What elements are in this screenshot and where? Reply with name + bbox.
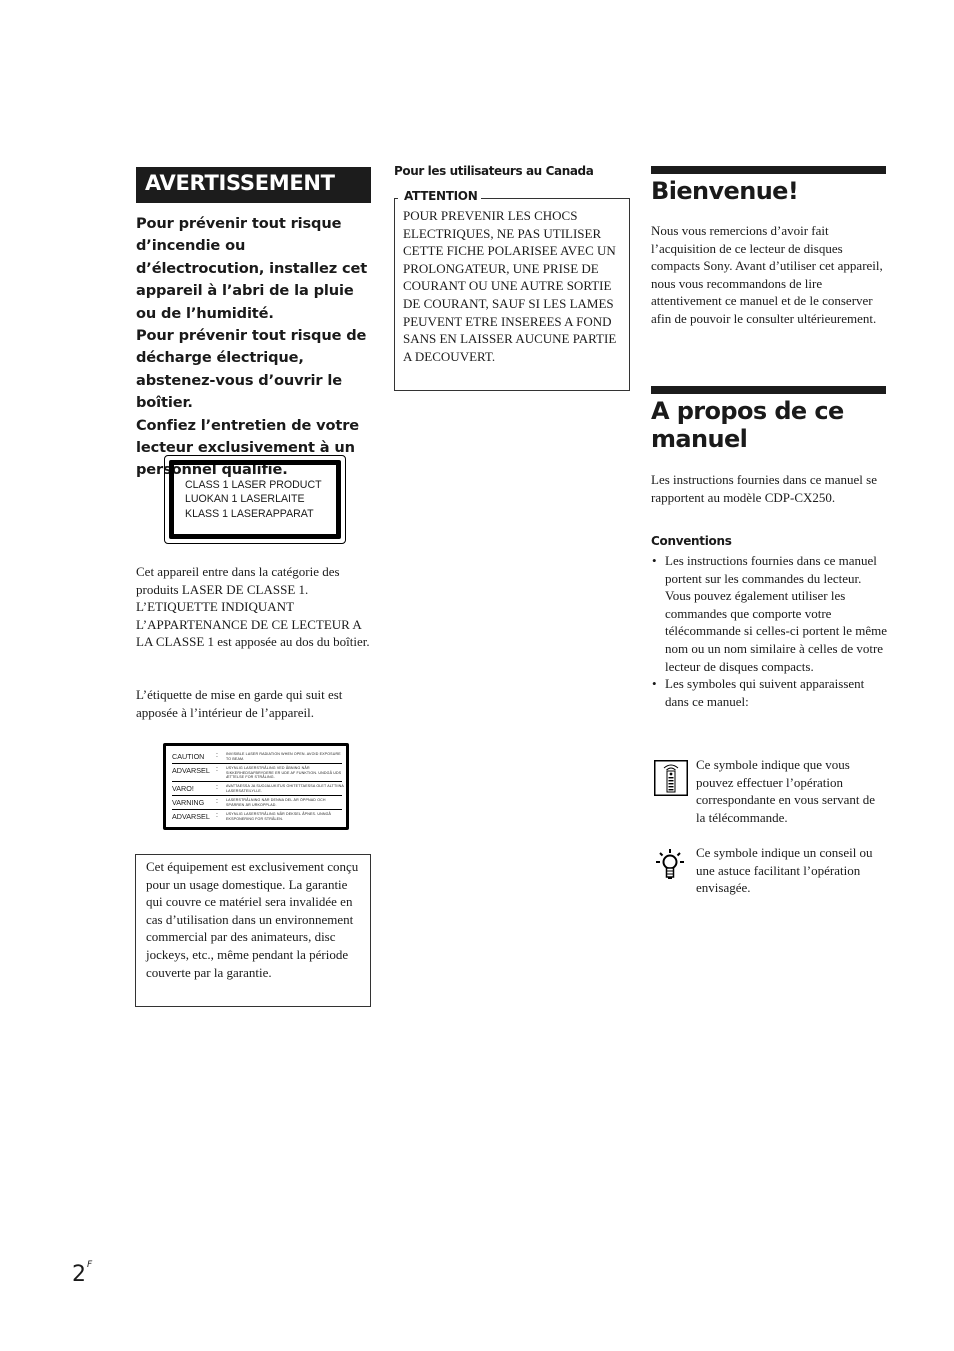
attention-text: POUR PREVENIR LES CHOCS ELECTRIQUES, NE PAS UTILISER CETTE FICHE POLARISEE AVEC UN PROLONGATEUR, UNE PRISE DE COURANT OU UNE AUTRE SORTIE DE COURANT, SAUF SI LES LAMES PEUVENT ETRE INSEREES A FOND SANS EN LAISSER AUCUNE PARTIE A DECOUVERT. <box>403 208 617 364</box>
attention-label: ATTENTION <box>398 189 481 203</box>
laser-label-line-1: CLASS 1 LASER PRODUCT <box>185 479 322 491</box>
list-item: • Les symboles qui suivent apparaissent dans ce manuel: <box>651 675 887 710</box>
list-item: • Les instructions fournies dans ce manuel portent sur les commandes du lecteur. Vous pouvez également utiliser les commandes que comporte votre télécommande si celles-ci portent le même nom ou un nom similaire à celles de votre lecteur de disques compacts. <box>652 553 887 674</box>
conventions-item-1-para-1: Les instructions fournies dans ce manuel portent sur les commandes du lecteur. <box>665 553 877 586</box>
apropos-title: A propos de ce manuel <box>651 397 844 453</box>
conventions-item-1-para-2: Vous pouvez également utiliser les commandes que comporte votre télécommande si celles-ci portent le même nom ou un nom similaire à celles de votre lecteur de disques compacts. <box>665 588 887 674</box>
warning-para-2: Pour prévenir tout risque de décharge électrique, abstenez-vous d’ouvrir le boîtier. <box>136 327 367 412</box>
avertissement-warning <box>136 213 376 482</box>
warning-para-3: Confiez l’entretien de votre lecteur exclusivement à un personnel qualifié. <box>136 416 360 479</box>
warning-para-1: Pour prévenir tout risque d’incendie ou d’électrocution, installez cet appareil à l’abri de la pluie ou de l’humidité. <box>136 215 368 322</box>
page-number-value: 2 <box>72 1262 86 1287</box>
remote-symbol-text: Ce symbole indique que vous pouvez effectuer l’opération correspondante en vous servant de la télécommande. <box>696 757 876 825</box>
bienvenue-title: Bienvenue! <box>651 177 799 205</box>
bienvenue-text: Nous vous remercions d’avoir fait l’acquisition de ce lecteur de disques compacts Sony. Avant d’utiliser cet appareil, nous vous recommandons de lire attentivement ce manuel et de le conserver afin de pouvoir le consulter ultérieurement. <box>651 223 883 326</box>
lightbulb-tip-icon <box>654 846 686 882</box>
conventions-heading: Conventions <box>651 534 732 548</box>
apropos-rule <box>651 386 886 394</box>
conventions-list <box>651 552 887 710</box>
conventions-item-2: Les symboles qui suivent apparaissent dans ce manuel: <box>665 676 865 709</box>
page-number-suffix: F <box>87 1260 93 1270</box>
apropos-text: Les instructions fournies dans ce manuel se rapportent au modèle CDP-CX250. <box>651 472 877 505</box>
caution-label: CAUTION : INVISIBLE LASER RADIATION WHEN OPEN. AVOID EXPOSURE TO BEAM. ADVARSEL : USYNLIG LASERSTRÅLING VED ÅBNING NÅR SIKKERHEDSAFBRYDERE ER UDE AF FUNKTION. UNDGÅ UDS ÆTTELSE FOR STRÅLING. VARO! : AVATTAESSA JA SUOJALUKITUS OHITETTAESSA OLET ALTTIINA LASERSÄTEILYLLE. VARNING : LASERSTRÅLNING NÄR DENNA DEL ÄR ÖPPNAD OCH SPÄRREN ÄR URKOPPLAD. ADVARSEL : USYNLIG LASERSTRÅLING NÅR DEKSEL ÅPNES. UNNGÅ EKSPONERING FOR STRÅLEN. <box>163 743 349 830</box>
canada-heading: Pour les utilisateurs au Canada <box>394 164 594 178</box>
laser-class-paragraph: Cet appareil entre dans la catégorie des produits LASER DE CLASSE 1. L’ETIQUETTE INDIQUANT L’APPARTENANCE DE CE LECTEUR A LA CLASSE 1 est apposée au dos du boîtier. <box>136 564 370 650</box>
laser-label-line-2: LUOKAN 1 LASERLAITE <box>185 493 305 506</box>
tip-symbol-text: Ce symbole indique un conseil ou une astuce facilitant l’opération envisagée. <box>696 845 873 896</box>
laser-label-line-3: KLASS 1 LASERAPPARAT <box>185 507 314 520</box>
bienvenue-rule <box>651 166 886 174</box>
equipment-note: Cet équipement est exclusivement conçu pour un usage domestique. La garantie qui couvre ce matériel sera invalidée en cas d’utilisation dans un environnement commercial par des animateurs, disc jockeys, etc., même pendant la période couverte par la garantie. <box>146 859 359 980</box>
laser-class-label <box>164 455 346 544</box>
remote-control-icon <box>654 760 688 796</box>
avertissement-title: AVERTISSEMENT <box>145 171 335 195</box>
caution-label-paragraph: L’étiquette de mise en garde qui suit est apposée à l’intérieur de l’appareil. <box>136 687 343 720</box>
page-number <box>72 1262 92 1287</box>
